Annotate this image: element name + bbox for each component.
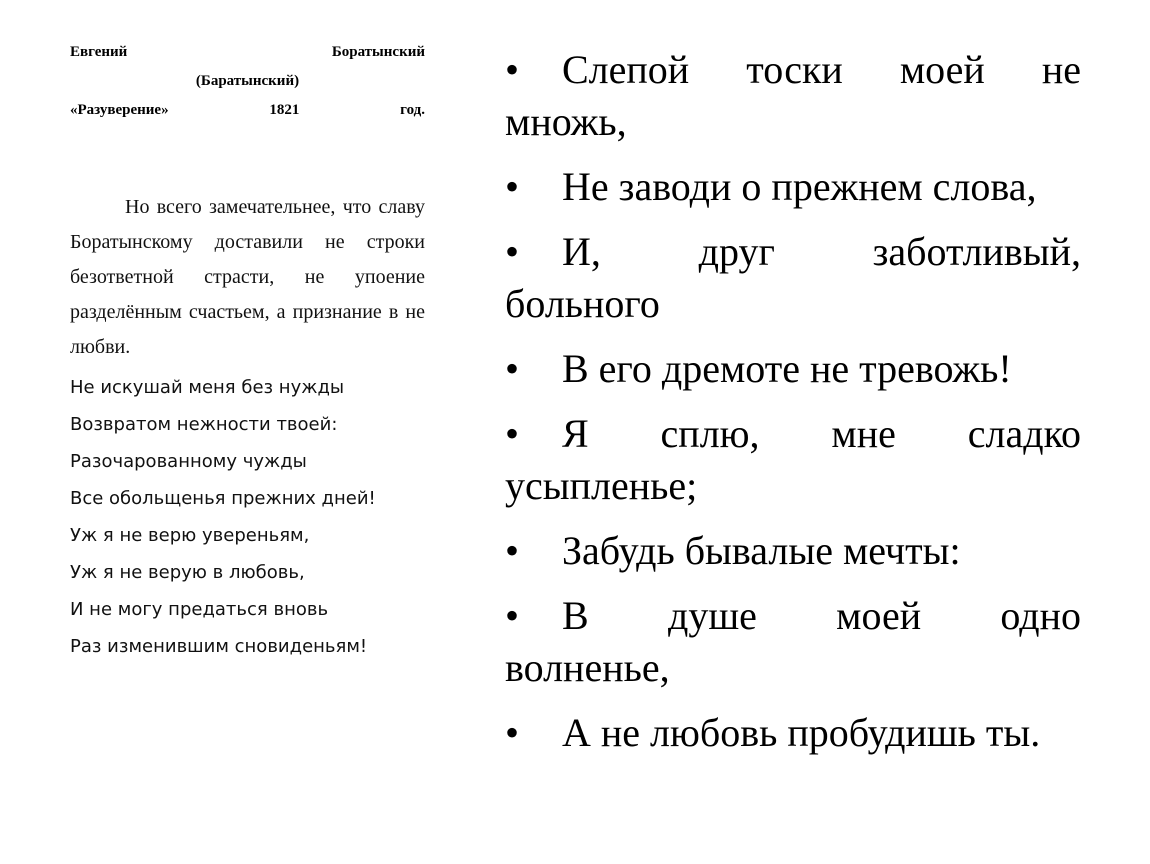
bullet-text: Забудь бывалые мечты: — [562, 528, 961, 573]
poem-line: Все обольщенья прежних дней! — [70, 488, 376, 509]
bullet-first-line: • И, друг заботливый, — [505, 226, 1081, 278]
bullet-item — [505, 44, 1081, 148]
bullet-item — [505, 707, 1081, 759]
author-alt-name: (Баратынский) — [195, 73, 300, 89]
bullet-continuation: больного — [505, 281, 660, 326]
poem-line: Уж я не верю увереньям, — [70, 525, 310, 546]
bullet-text: А не любовь пробудишь ты. — [562, 710, 1041, 755]
bullet-icon: • — [505, 411, 520, 456]
bullet-icon: • — [505, 528, 520, 573]
poem-line: Не искушай меня без нужды — [70, 377, 345, 398]
poem-year: 1821 — [269, 102, 300, 118]
bullet-text: Не заводи о прежнем слова, — [562, 164, 1037, 209]
bullet-item — [505, 226, 1081, 330]
poem-line: Раз изменившим сновиденьям! — [70, 636, 368, 657]
author-last-name: Боратынский — [331, 44, 425, 60]
bullet-first-line: • Слепой тоски моей не — [505, 44, 1081, 96]
bullet-continuation: множь, — [505, 99, 627, 144]
poem-line: Возвратом нежности твоей: — [70, 414, 338, 435]
bullet-icon: • — [505, 346, 520, 391]
bullet-icon: • — [505, 710, 520, 755]
poem-line: И не могу предаться вновь — [70, 599, 329, 620]
bullet-item — [505, 408, 1081, 512]
bullet-continuation: усыпленье; — [505, 463, 698, 508]
poem-block — [70, 369, 425, 665]
header-author-row — [70, 38, 425, 67]
bullet-icon: • — [505, 229, 520, 274]
bullet-list — [505, 44, 1081, 772]
bullet-first-line: • Я сплю, мне сладко — [505, 408, 1081, 460]
bullet-item — [505, 590, 1081, 694]
poem-line: Уж я не верую в любовь, — [70, 562, 305, 583]
bullet-continuation: волненье, — [505, 645, 670, 690]
bullet-item — [505, 343, 1081, 395]
year-label: год. — [400, 102, 425, 118]
header-title-row — [70, 96, 425, 125]
bullet-icon: • — [505, 47, 520, 92]
bullet-icon: • — [505, 593, 520, 638]
left-column — [70, 38, 425, 665]
bullet-text: В его дремоте не тревожь! — [562, 346, 1012, 391]
poem-line: Разочарованному чужды — [70, 451, 307, 472]
bullet-item — [505, 525, 1081, 577]
bullet-first-line: • В душе моей одно — [505, 590, 1081, 642]
author-first-name: Евгений — [70, 44, 128, 60]
poem-title: «Разуверение» — [70, 102, 169, 118]
bullet-item — [505, 161, 1081, 213]
bullet-icon: • — [505, 164, 520, 209]
prose-paragraph: Но всего замечательнее, что славу Боратынскому доставили не строки безответной страсти, не упоение разделённым счастьем, а признание в не любви. — [70, 196, 425, 358]
